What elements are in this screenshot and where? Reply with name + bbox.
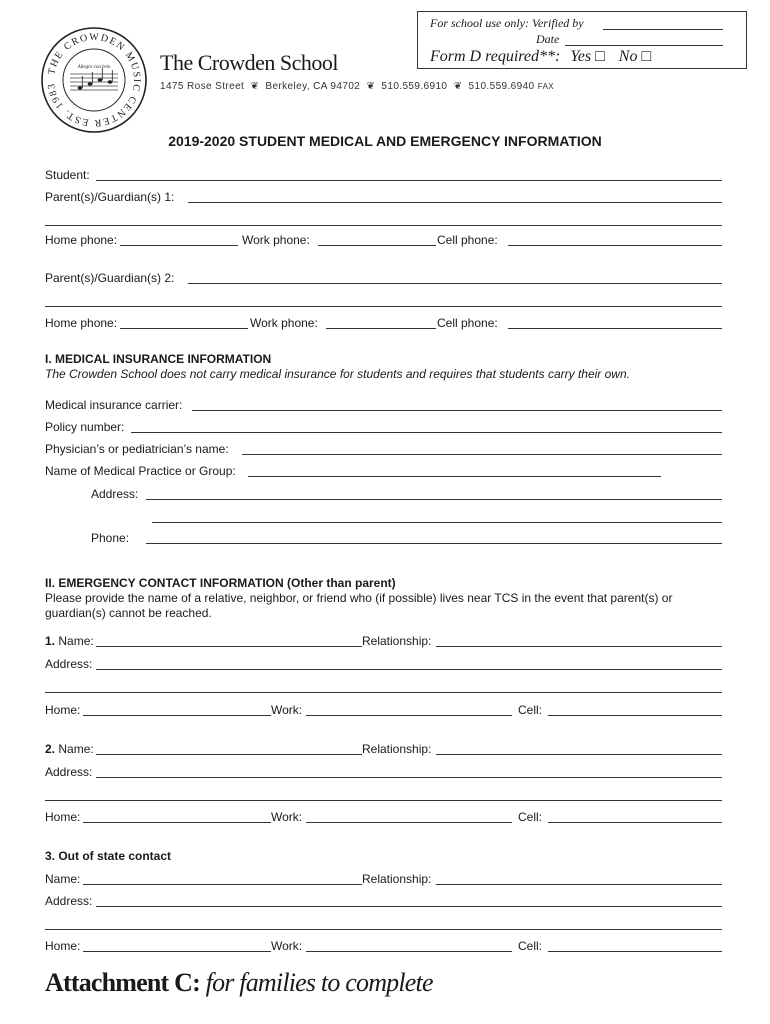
contact2-home-field[interactable]: [83, 822, 271, 823]
contact3-name-field[interactable]: [83, 884, 362, 885]
seal-graphic: [38, 24, 150, 136]
contact1-relationship-field[interactable]: [436, 646, 722, 647]
fleuron-icon: ❦: [453, 81, 463, 92]
parent2-field-line2[interactable]: [45, 306, 722, 307]
date-label: Date: [536, 32, 560, 46]
contact1-home-field[interactable]: [83, 715, 271, 716]
relationship-label: Relationship:: [362, 872, 432, 886]
form-title: 2019-2020 STUDENT MEDICAL AND EMERGENCY INFORMATION: [168, 133, 602, 149]
section-medical-note: The Crowden School does not carry medical insurance for students and requires that students carry their own.: [45, 367, 630, 381]
contact2-address-field-line2[interactable]: [45, 800, 722, 801]
parent1-work-phone-field[interactable]: [318, 245, 436, 246]
medical-practice-field[interactable]: [248, 476, 661, 477]
contact3-work-field[interactable]: [306, 951, 512, 952]
insurance-carrier-field[interactable]: [192, 410, 722, 411]
school-fax-number: 510.559.6940: [468, 81, 535, 92]
attachment-footer: [45, 968, 433, 998]
physician-name-field[interactable]: [242, 454, 722, 455]
parent1-field-line2[interactable]: [45, 225, 722, 226]
parent2-work-phone-field[interactable]: [326, 328, 436, 329]
parent2-label: Parent(s)/Guardian(s) 2:: [45, 271, 175, 285]
fleuron-icon: ❦: [250, 81, 260, 92]
verified-by-label: For school use only: Verified by: [430, 16, 584, 30]
contact1-number: 1.: [45, 634, 56, 648]
home-label: Home:: [45, 939, 81, 953]
form-d-no-checkbox[interactable]: No □: [618, 48, 652, 65]
form-d-required: [430, 48, 651, 66]
contact2-work-field[interactable]: [306, 822, 512, 823]
physician-name-label: Physician’s or pediatrician’s name:: [45, 442, 229, 456]
address-label: Address:: [45, 657, 93, 671]
contact2-number: 2.: [45, 742, 56, 756]
contact1-cell-field[interactable]: [548, 715, 722, 716]
contact2-name-label: 2. Name:: [45, 742, 94, 756]
school-phone: 510.559.6910: [381, 81, 448, 92]
practice-address-label: Address:: [91, 487, 139, 501]
medical-practice-label: Name of Medical Practice or Group:: [45, 464, 236, 478]
contact3-address-field-line2[interactable]: [45, 929, 722, 930]
school-use-box: [417, 11, 747, 69]
student-label: Student:: [45, 168, 90, 182]
home-label: Home:: [45, 703, 81, 717]
address-label: Address:: [45, 894, 93, 908]
verified-by-field[interactable]: [603, 16, 723, 30]
home-phone-label: Home phone:: [45, 233, 118, 247]
cell-phone-label: Cell phone:: [437, 316, 498, 330]
section-medical-heading: I. MEDICAL INSURANCE INFORMATION: [45, 352, 272, 366]
practice-phone-field[interactable]: [146, 543, 722, 544]
contact3-heading: 3. Out of state contact: [45, 849, 172, 863]
form-d-label: Form D required**:: [430, 48, 561, 65]
contact2-address-field[interactable]: [96, 777, 722, 778]
contact2-relationship-field[interactable]: [436, 754, 722, 755]
address-label: Address:: [45, 765, 93, 779]
address-street: 1475 Rose Street: [160, 81, 245, 92]
policy-number-label: Policy number:: [45, 420, 125, 434]
policy-number-field[interactable]: [131, 432, 722, 433]
parent1-home-phone-field[interactable]: [120, 245, 238, 246]
parent1-cell-phone-field[interactable]: [508, 245, 722, 246]
seal-ring-text: THE CROWDEN MUSIC CENTER EST. 1983: [45, 31, 143, 129]
parent1-label: Parent(s)/Guardian(s) 1:: [45, 190, 175, 204]
relationship-label: Relationship:: [362, 742, 432, 756]
practice-address-field-line2[interactable]: [152, 522, 722, 523]
section-emergency-note-line1: Please provide the name of a relative, neighbor, or friend who (if possible) lives near TCS in the event that parent(s) or: [45, 591, 673, 605]
date-field[interactable]: [565, 32, 723, 46]
contact1-name-field[interactable]: [96, 646, 362, 647]
fax-label: FAX: [537, 82, 555, 91]
contact3-name-label: Name:: [45, 872, 81, 886]
contact3-relationship-field[interactable]: [436, 884, 722, 885]
parent2-cell-phone-field[interactable]: [508, 328, 722, 329]
home-phone-label: Home phone:: [45, 316, 118, 330]
contact1-work-field[interactable]: [306, 715, 512, 716]
school-seal: [38, 24, 150, 136]
work-phone-label: Work phone:: [242, 233, 310, 247]
school-address-line: [160, 81, 554, 92]
school-name: The Crowden School: [160, 50, 338, 75]
contact3-address-field[interactable]: [96, 906, 722, 907]
relationship-label: Relationship:: [362, 634, 432, 648]
seal-inner-text: Allegro con brio: [77, 65, 111, 70]
practice-phone-label: Phone:: [91, 531, 130, 545]
cell-label: Cell:: [518, 810, 543, 824]
fleuron-icon: ❦: [366, 81, 376, 92]
parent2-field[interactable]: [188, 283, 722, 284]
parent2-home-phone-field[interactable]: [120, 328, 248, 329]
contact2-name-field[interactable]: [96, 754, 362, 755]
cell-label: Cell:: [518, 703, 543, 717]
address-city: Berkeley, CA 94702: [265, 81, 361, 92]
section-emergency-note-line2: guardian(s) cannot be reached.: [45, 606, 212, 620]
insurance-carrier-label: Medical insurance carrier:: [45, 398, 183, 412]
cell-phone-label: Cell phone:: [437, 233, 498, 247]
parent1-field[interactable]: [188, 202, 722, 203]
practice-address-field[interactable]: [146, 499, 722, 500]
section-emergency-heading: II. EMERGENCY CONTACT INFORMATION (Other than parent): [45, 576, 396, 590]
contact1-address-field[interactable]: [96, 669, 722, 670]
attachment-subtitle: for families to complete: [205, 968, 433, 997]
work-label: Work:: [271, 703, 303, 717]
contact3-home-field[interactable]: [83, 951, 271, 952]
home-label: Home:: [45, 810, 81, 824]
student-field[interactable]: [96, 180, 722, 181]
contact1-name-label: 1. Name:: [45, 634, 94, 648]
cell-label: Cell:: [518, 939, 543, 953]
contact2-cell-field[interactable]: [548, 822, 722, 823]
contact3-cell-field[interactable]: [548, 951, 722, 952]
work-phone-label: Work phone:: [250, 316, 318, 330]
work-label: Work:: [271, 939, 303, 953]
svg-text:THE CROWDEN MUSIC CENTER EST.: [46, 32, 142, 128]
work-label: Work:: [271, 810, 303, 824]
form-d-yes-checkbox[interactable]: Yes □: [570, 48, 605, 65]
contact1-address-field-line2[interactable]: [45, 692, 722, 693]
attachment-label: Attachment C:: [45, 968, 200, 997]
